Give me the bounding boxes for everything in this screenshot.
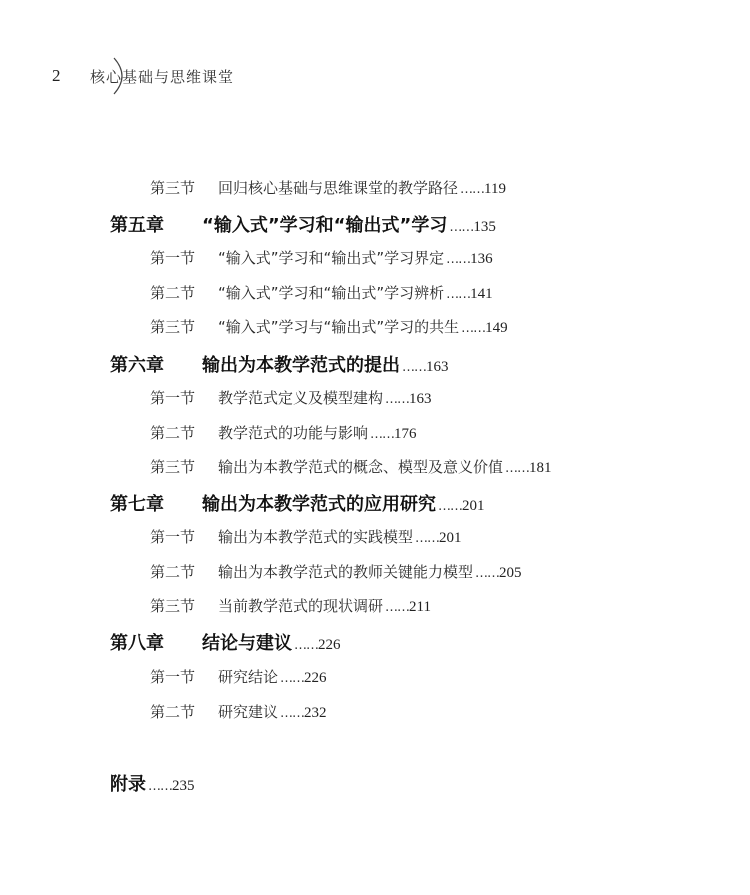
toc-entry-title: “输入式”学习和“输出式”学习界定 (218, 249, 445, 267)
toc-chapter-page: 163 (426, 359, 449, 375)
toc-entry[interactable] (150, 456, 552, 477)
running-head-title: 核心基础与思维课堂 (90, 68, 235, 86)
page-number: 2 (52, 66, 61, 85)
leader-dots: …… (505, 461, 530, 476)
toc-entry-title: 输出为本教学范式的实践模型 (218, 528, 414, 546)
toc-entry-title: 教学范式的功能与影响 (218, 424, 369, 442)
toc-entry-title: 研究建议 (218, 703, 279, 721)
toc-entry-page: 205 (499, 565, 522, 581)
toc-entry[interactable] (150, 526, 462, 547)
toc-chapter-title: “输入式”学习和“输出式”学习 (202, 215, 448, 236)
toc-entry-page: 163 (409, 391, 432, 407)
leader-dots: …… (280, 671, 305, 686)
toc-entry[interactable] (150, 177, 506, 198)
toc-entry-page: 141 (470, 286, 493, 302)
leader-dots: …… (475, 566, 500, 581)
leader-dots: …… (280, 706, 305, 721)
toc-chapter[interactable] (110, 351, 449, 377)
leader-dots: …… (402, 360, 426, 375)
toc-entry-label: 第二节 (150, 284, 196, 302)
toc-entry[interactable] (150, 282, 493, 303)
leader-dots: …… (438, 499, 462, 514)
toc-entry[interactable] (150, 387, 432, 408)
leader-dots: …… (370, 427, 395, 442)
toc-appendix-page: 235 (172, 778, 195, 794)
toc-entry-label: 第一节 (150, 389, 196, 407)
toc-chapter-page: 201 (462, 498, 485, 514)
toc-entry[interactable] (150, 595, 431, 616)
toc-entry-page: 181 (529, 460, 552, 476)
toc-chapter-page: 135 (473, 219, 496, 235)
toc-entry-label: 第二节 (150, 563, 196, 581)
toc-chapter[interactable] (110, 629, 341, 655)
toc-entry-label: 第一节 (150, 668, 196, 686)
toc-chapter[interactable] (110, 490, 485, 516)
toc-entry-page: 232 (304, 705, 327, 721)
leader-dots: …… (294, 638, 318, 653)
toc-entry-title: “输入式”学习和“输出式”学习辨析 (218, 284, 445, 302)
leader-dots: …… (385, 392, 410, 407)
toc-entry-label: 第三节 (150, 597, 196, 615)
toc-chapter-label: 第五章 (110, 215, 164, 236)
toc-chapter-title: 结论与建议 (202, 633, 292, 654)
toc-chapter-page: 226 (318, 637, 341, 653)
toc-chapter-label: 第六章 (110, 355, 164, 376)
toc-chapter-label: 第七章 (110, 494, 164, 515)
toc-entry-label: 第一节 (150, 528, 196, 546)
toc-entry-title: 输出为本教学范式的教师关键能力模型 (218, 563, 474, 581)
leader-dots: …… (461, 321, 486, 336)
toc-entry[interactable] (150, 561, 522, 582)
toc-entry-title: 回归核心基础与思维课堂的教学路径 (218, 179, 459, 197)
toc-entry-label: 第一节 (150, 249, 196, 267)
toc-chapter-label: 第八章 (110, 633, 164, 654)
toc-entry[interactable] (150, 316, 508, 337)
toc-chapter-title: 输出为本教学范式的应用研究 (202, 494, 436, 515)
toc-entry-page: 119 (484, 181, 506, 197)
toc-appendix-title: 附录 (110, 774, 146, 795)
toc-chapter-title: 输出为本教学范式的提出 (202, 355, 400, 376)
toc-entry[interactable] (150, 701, 327, 722)
toc-entry-page: 226 (304, 670, 327, 686)
toc-entry-label: 第三节 (150, 458, 196, 476)
leader-dots: …… (446, 252, 471, 267)
toc-entry[interactable] (150, 422, 417, 443)
toc-entry-page: 211 (409, 599, 431, 615)
leader-dots: …… (449, 220, 474, 235)
toc-entry-title: 当前教学范式的现状调研 (218, 597, 384, 615)
leader-dots: …… (385, 600, 410, 615)
toc-entry-page: 136 (470, 251, 493, 267)
toc-entry-title: 研究结论 (218, 668, 279, 686)
toc-entry-page: 149 (485, 320, 508, 336)
toc-entry-title: 教学范式定义及模型建构 (218, 389, 384, 407)
toc-entry-label: 第三节 (150, 318, 196, 336)
toc-entry-label: 第三节 (150, 179, 196, 197)
toc-entry-page: 176 (394, 426, 417, 442)
leader-dots: …… (415, 531, 440, 546)
toc-entry[interactable] (150, 666, 327, 687)
toc-entry-title: “输入式”学习与“输出式”学习的共生 (218, 318, 460, 336)
toc-entry[interactable] (150, 247, 493, 268)
toc-entry-page: 201 (439, 530, 462, 546)
toc-entry-label: 第二节 (150, 424, 196, 442)
toc-entry-label: 第二节 (150, 703, 196, 721)
leader-dots: …… (460, 182, 485, 197)
leader-dots: …… (148, 779, 172, 794)
leader-dots: …… (446, 287, 471, 302)
toc-entry-title: 输出为本教学范式的概念、模型及意义价值 (218, 458, 504, 476)
toc-appendix[interactable] (110, 770, 195, 796)
toc-chapter[interactable] (110, 211, 496, 237)
